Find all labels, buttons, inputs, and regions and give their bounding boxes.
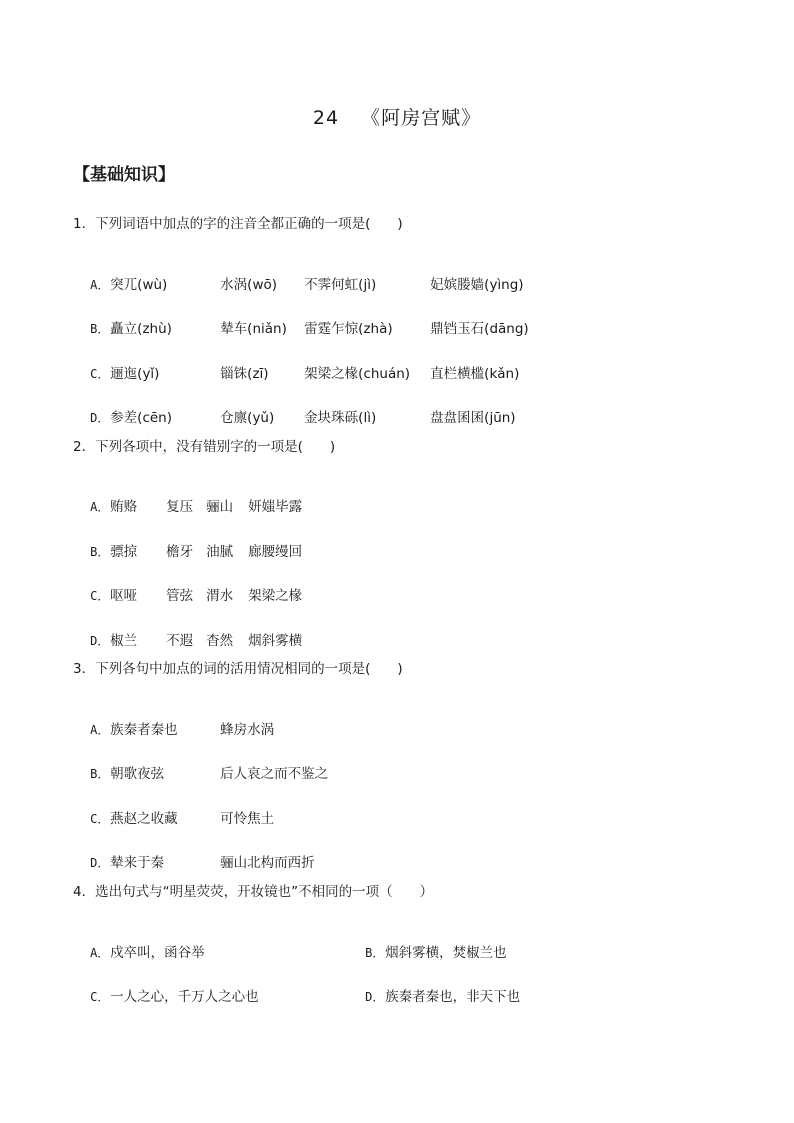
- q1-option-d: D．参差(cēn) 仓廪(yǔ) 金块珠砾(lì) 盘盘囷囷(jūn): [90, 410, 516, 426]
- q4-option-b: B．烟斜雾横，焚椒兰也: [365, 945, 507, 961]
- q3-option-b: B．朝歌夜弦 后人哀之而不鉴之: [90, 766, 329, 782]
- question-1-stem: 1．下列词语中加点的字的注音全都正确的一项是( ): [73, 216, 403, 232]
- q2-option-d: D．椒兰 不遐 杳然 烟斜雾横: [90, 633, 303, 649]
- q2-option-b: B．骠掠 檐牙 油腻 廊腰缦回: [90, 544, 303, 560]
- lesson-title: 《阿房宫赋》: [361, 107, 482, 129]
- question-3-stem: 3．下列各句中加点的词的活用情况相同的一项是( ): [73, 661, 403, 677]
- lesson-number: 24: [312, 107, 340, 129]
- q1-option-c: C．逦迤(yǐ) 锱铢(zī) 架梁之椽(chuán) 直栏横槛(kǎn): [90, 366, 520, 382]
- q3-option-a: A．族秦者秦也 蜂房水涡: [90, 722, 275, 738]
- q1-option-b: B．矗立(zhù) 辇车(niǎn) 雷霆乍惊(zhà) 鼎铛玉石(dāng): [90, 321, 529, 337]
- page-title: [0, 103, 794, 130]
- section-heading: 【基础知识】: [73, 165, 175, 185]
- q4-option-a: A．戍卒叫，函谷举: [90, 945, 205, 961]
- q3-option-d: D．辇来于秦 骊山北构而西折: [90, 855, 315, 871]
- q4-option-d: D．族秦者秦也，非天下也: [365, 989, 521, 1005]
- question-2-stem: 2．下列各项中，没有错别字的一项是( ): [73, 439, 336, 455]
- q1-option-a: A．突兀(wù) 水涡(wō) 不霁何虹(jì) 妃嫔媵嫱(yìng): [90, 277, 524, 293]
- q2-option-a: A．贿赂 复压 骊山 妍媸毕露: [90, 499, 303, 515]
- q2-option-c: C．呕哑 管弦 渭水 架梁之椽: [90, 588, 303, 604]
- q3-option-c: C．燕赵之收藏 可怜焦土: [90, 811, 275, 827]
- q4-option-c: C．一人之心，千万人之心也: [90, 989, 259, 1005]
- question-4-stem: 4．选出句式与“明星荧荧，开妆镜也”不相同的一项（ ）: [73, 884, 434, 900]
